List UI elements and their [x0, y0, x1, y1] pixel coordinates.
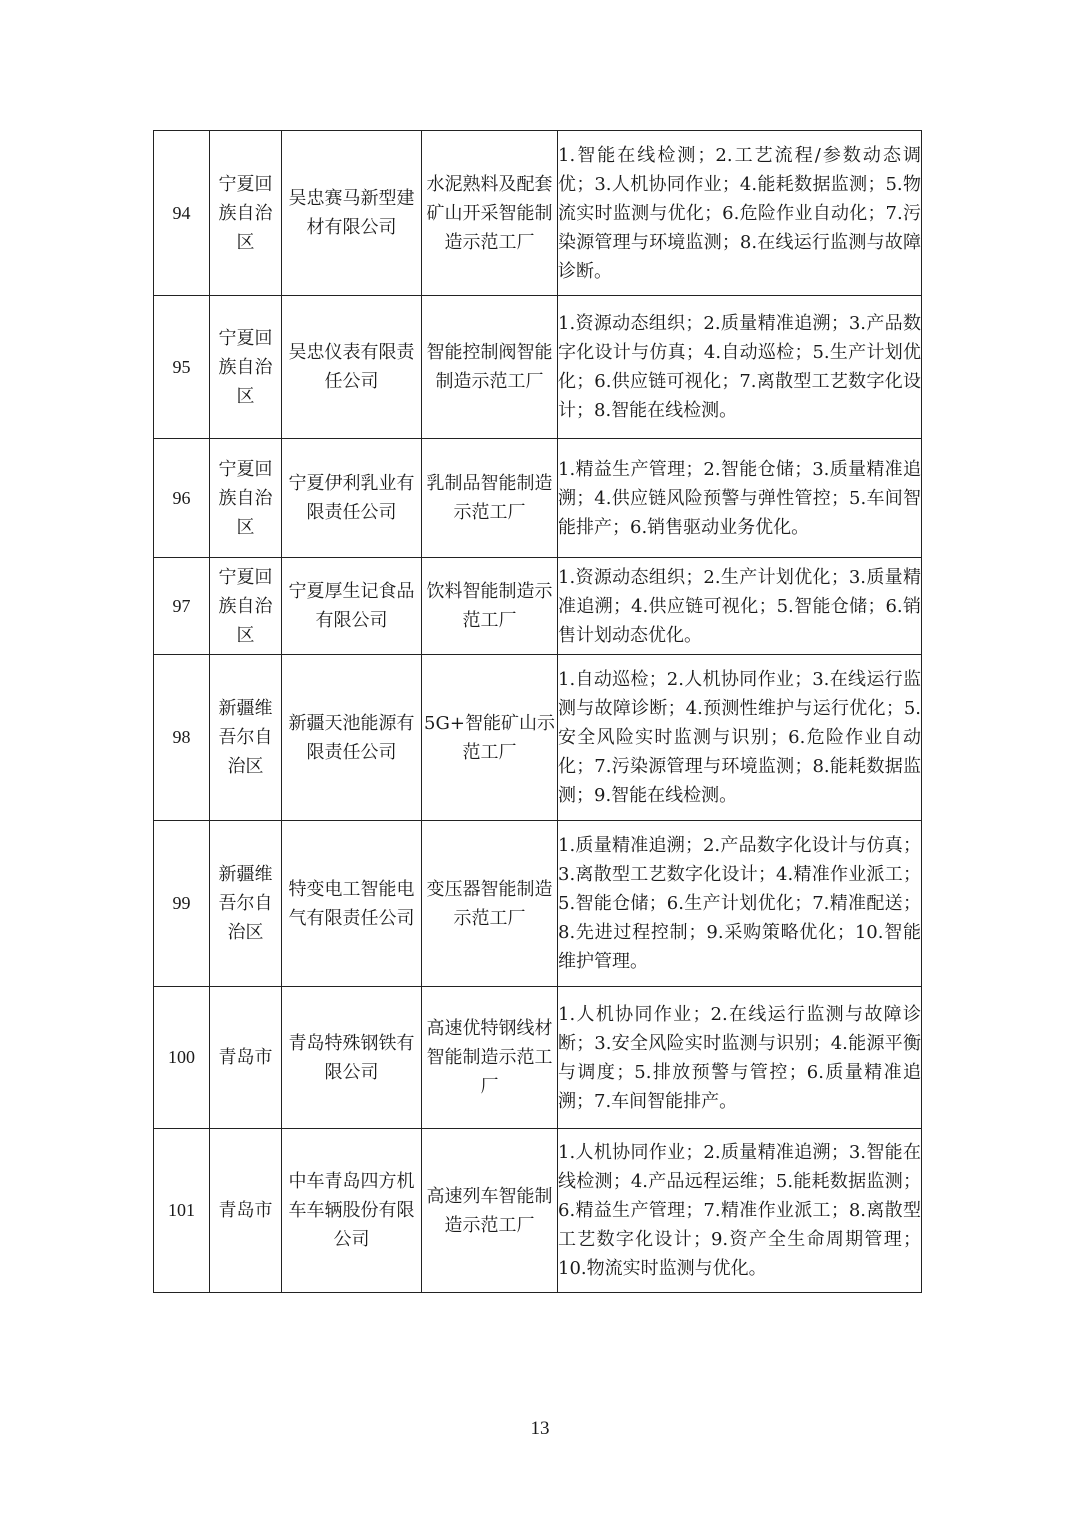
factory-cell: 水泥熟料及配套矿山开采智能制造示范工厂: [422, 131, 558, 296]
factory-cell: 高速优特钢线材智能制造示范工厂: [422, 987, 558, 1129]
company-cell: 宁夏厚生记食品有限公司: [282, 558, 422, 655]
row-number: 98: [154, 655, 210, 821]
scenarios-cell: 1.质量精准追溯；2.产品数字化设计与仿真；3.离散型工艺数字化设计；4.精准作业派工；5.智能仓储；6.生产计划优化；7.精准配送；8.先进过程控制；9.采购策略优化；10.智能维护管理。: [558, 821, 922, 987]
region-cell: 新疆维吾尔自治区: [210, 821, 282, 987]
region-cell: 宁夏回族自治区: [210, 439, 282, 558]
factory-list-table: [153, 130, 922, 1293]
row-number: 96: [154, 439, 210, 558]
company-cell: 特变电工智能电气有限责任公司: [282, 821, 422, 987]
region-cell: 宁夏回族自治区: [210, 131, 282, 296]
factory-cell: 高速列车智能制造示范工厂: [422, 1129, 558, 1293]
region-cell: 青岛市: [210, 987, 282, 1129]
table-row: [154, 296, 922, 439]
table-row: [154, 439, 922, 558]
scenarios-cell: 1.智能在线检测；2.工艺流程/参数动态调优；3.人机协同作业；4.能耗数据监测；5.物流实时监测与优化；6.危险作业自动化；7.污染源管理与环境监测；8.在线运行监测与故障诊断。: [558, 131, 922, 296]
region-cell: 宁夏回族自治区: [210, 558, 282, 655]
company-cell: 吴忠赛马新型建材有限公司: [282, 131, 422, 296]
region-cell: 宁夏回族自治区: [210, 296, 282, 439]
scenarios-cell: 1.人机协同作业；2.质量精准追溯；3.智能在线检测；4.产品远程运维；5.能耗数据监测；6.精益生产管理；7.精准作业派工；8.离散型工艺数字化设计；9.资产全生命周期管理；10.物流实时监测与优化。: [558, 1129, 922, 1293]
factory-cell: 变压器智能制造示范工厂: [422, 821, 558, 987]
table-row: [154, 987, 922, 1129]
table-row: [154, 131, 922, 296]
company-cell: 宁夏伊利乳业有限责任公司: [282, 439, 422, 558]
scenarios-cell: 1.资源动态组织；2.质量精准追溯；3.产品数字化设计与仿真；4.自动巡检；5.生产计划优化；6.供应链可视化；7.离散型工艺数字化设计；8.智能在线检测。: [558, 296, 922, 439]
row-number: 95: [154, 296, 210, 439]
factory-cell: 饮料智能制造示范工厂: [422, 558, 558, 655]
table-row: [154, 558, 922, 655]
page-number: 13: [530, 1418, 550, 1439]
row-number: 94: [154, 131, 210, 296]
factory-cell: 智能控制阀智能制造示范工厂: [422, 296, 558, 439]
scenarios-cell: 1.自动巡检；2.人机协同作业；3.在线运行监测与故障诊断；4.预测性维护与运行优化；5.安全风险实时监测与识别；6.危险作业自动化；7.污染源管理与环境监测；8.能耗数据监测；9.智能在线检测。: [558, 655, 922, 821]
factory-cell: 乳制品智能制造示范工厂: [422, 439, 558, 558]
row-number: 101: [154, 1129, 210, 1293]
table-row: [154, 1129, 922, 1293]
table-row: [154, 821, 922, 987]
factory-cell: 5G+智能矿山示范工厂: [422, 655, 558, 821]
row-number: 97: [154, 558, 210, 655]
company-cell: 吴忠仪表有限责任公司: [282, 296, 422, 439]
row-number: 100: [154, 987, 210, 1129]
scenarios-cell: 1.资源动态组织；2.生产计划优化；3.质量精准追溯；4.供应链可视化；5.智能仓储；6.销售计划动态优化。: [558, 558, 922, 655]
company-cell: 青岛特殊钢铁有限公司: [282, 987, 422, 1129]
scenarios-cell: 1.精益生产管理；2.智能仓储；3.质量精准追溯；4.供应链风险预警与弹性管控；5.车间智能排产；6.销售驱动业务优化。: [558, 439, 922, 558]
table-row: [154, 655, 922, 821]
row-number: 99: [154, 821, 210, 987]
company-cell: 新疆天池能源有限责任公司: [282, 655, 422, 821]
region-cell: 新疆维吾尔自治区: [210, 655, 282, 821]
company-cell: 中车青岛四方机车车辆股份有限公司: [282, 1129, 422, 1293]
region-cell: 青岛市: [210, 1129, 282, 1293]
scenarios-cell: 1.人机协同作业；2.在线运行监测与故障诊断；3.安全风险实时监测与识别；4.能源平衡与调度；5.排放预警与管控；6.质量精准追溯；7.车间智能排产。: [558, 987, 922, 1129]
